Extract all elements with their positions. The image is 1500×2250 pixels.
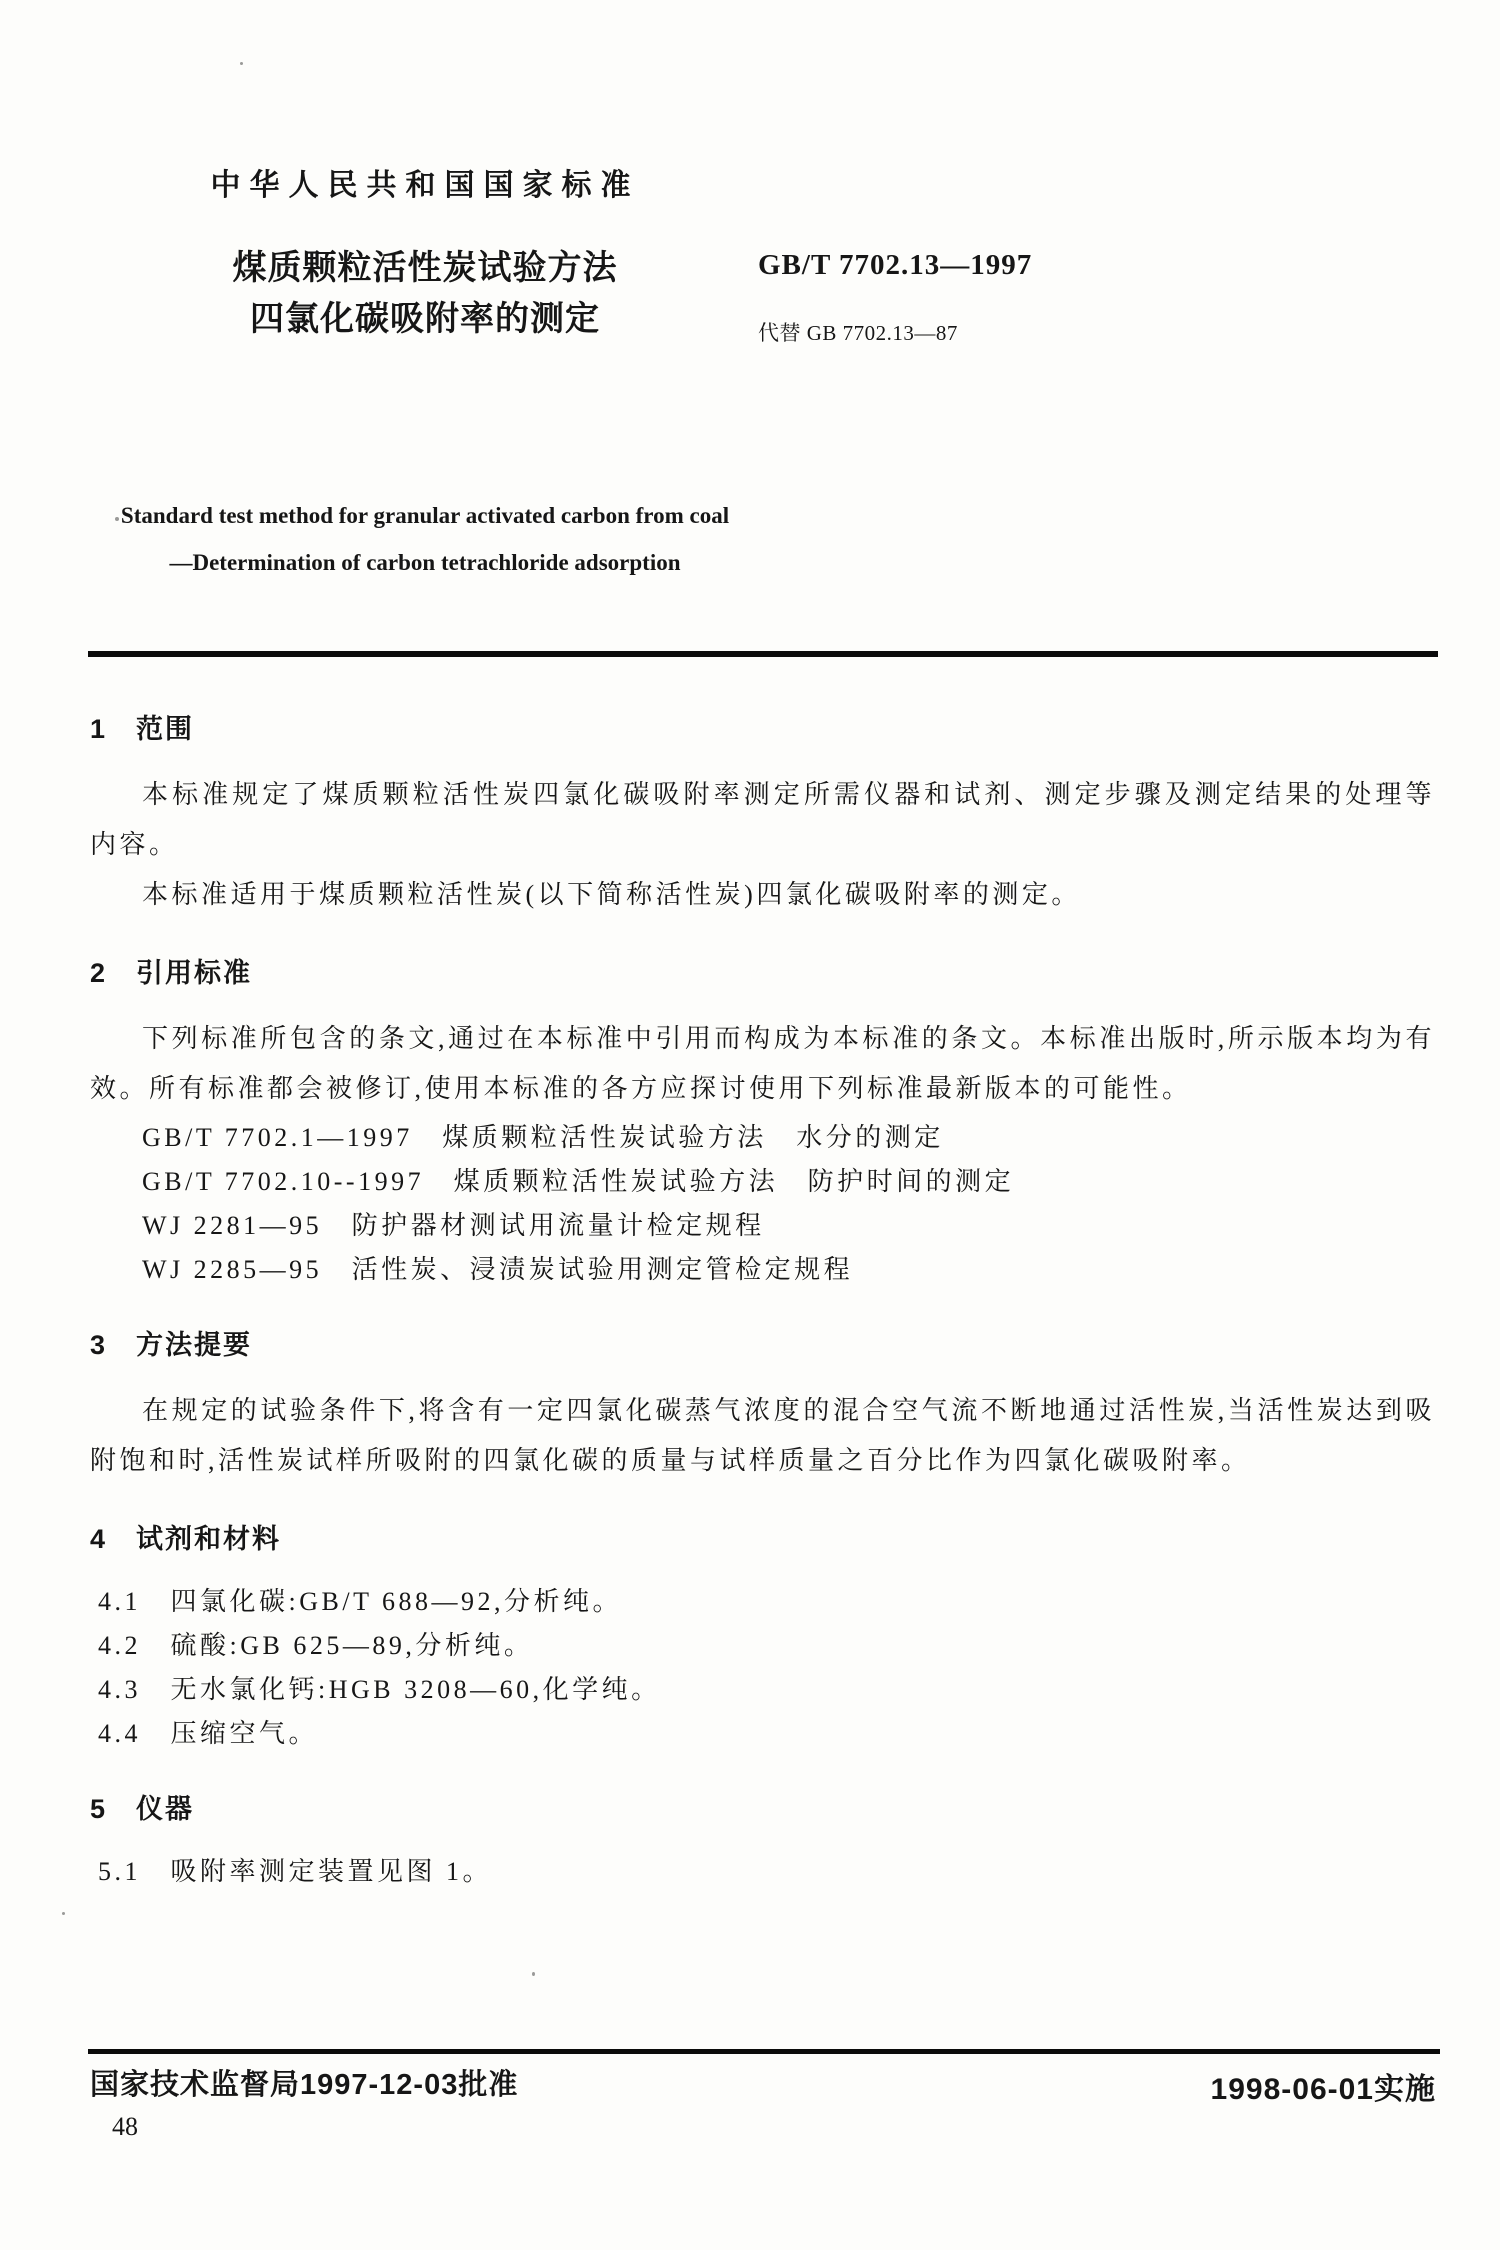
section-scope-heading: 1 范围 [90,714,195,744]
approval-note: 国家技术监督局1997-12-03批准 [90,2069,519,2101]
reagent-item: 4.4 压缩空气。 [98,1719,319,1748]
referenced-standard-item: GB/T 7702.10--1997 煤质颗粒活性炭试验方法 防护时间的测定 [142,1167,1015,1196]
section-references [90,956,1435,1292]
references-intro-paragraph: 下列标准所包含的条文,通过在本标准中引用而构成为本标准的条文。本标准出版时,所示版本均为有效。所有标准都会被修订,使用本标准的各方应探讨使用下列标准最新版本的可能性。 [90,1024,1435,1103]
page-number: 48 [112,2112,138,2141]
method-paragraph: 在规定的试验条件下,将含有一定四氯化碳蒸气浓度的混合空气流不断地通过活性炭,当活性炭达到吸附饱和时,活性炭试样所吸附的四氯化碳的质量与试样质量之百分比作为四氯化碳吸附率。 [90,1396,1435,1475]
section-reagents [90,1522,1435,1756]
scan-speck [62,1912,65,1915]
reagent-item: 4.1 四氯化碳:GB/T 688—92,分析纯。 [98,1587,622,1616]
document-title-en-line1: Standard test method for granular activated carbon from coal [120,503,730,528]
scan-speck [240,62,243,65]
section-apparatus [90,1792,1435,1894]
referenced-standard-item: WJ 2285—95 活性炭、浸渍炭试验用测定管检定规程 [142,1255,854,1284]
reagent-item: 4.3 无水氯化钙:HGB 3208—60,化学纯。 [98,1675,661,1704]
scope-paragraph-1: 本标准规定了煤质颗粒活性炭四氯化碳吸附率测定所需仪器和试剂、测定步骤及测定结果的处理等内容。 [90,780,1435,859]
section-reagents-heading: 4 试剂和材料 [90,1524,282,1554]
section-apparatus-heading: 5 仪器 [90,1794,195,1824]
scan-speck [532,1972,535,1976]
reagent-item: 4.2 硫酸:GB 625—89,分析纯。 [98,1631,534,1660]
apparatus-item: 5.1 吸附率测定装置见图 1。 [98,1857,493,1886]
header-divider-rule [88,651,1438,657]
section-references-heading: 2 引用标准 [90,958,253,988]
scan-speck [115,517,119,521]
implementation-note: 1998-06-01实施 [1210,2073,1436,2106]
document-title-cn-line1: 煤质颗粒活性炭试验方法 [232,249,618,287]
document-title-en-line2: —Determination of carbon tetrachloride adsorption [169,550,681,575]
apparatus-list [90,1850,1435,1894]
referenced-standard-item: GB/T 7702.1—1997 煤质颗粒活性炭试验方法 水分的测定 [142,1123,944,1152]
standard-category-label: 中华人民共和国国家标准 [210,169,640,202]
document-title-cn-line2: 四氯化碳吸附率的测定 [250,300,600,338]
document-body [90,700,1435,1894]
section-method-summary [90,1328,1435,1486]
section-scope [90,712,1435,920]
referenced-standards-list [90,1116,1435,1292]
reagents-list [90,1580,1435,1756]
referenced-standard-item: WJ 2281—95 防护器材测试用流量计检定规程 [142,1211,765,1240]
standard-number: GB/T 7702.13—1997 [758,249,1033,281]
section-method-heading: 3 方法提要 [90,1330,253,1360]
scope-paragraph-2: 本标准适用于煤质颗粒活性炭(以下简称活性炭)四氯化碳吸附率的测定。 [142,880,1081,909]
footer-divider-rule [88,2049,1440,2054]
replaced-standard-note: 代替 GB 7702.13—87 [758,321,958,345]
